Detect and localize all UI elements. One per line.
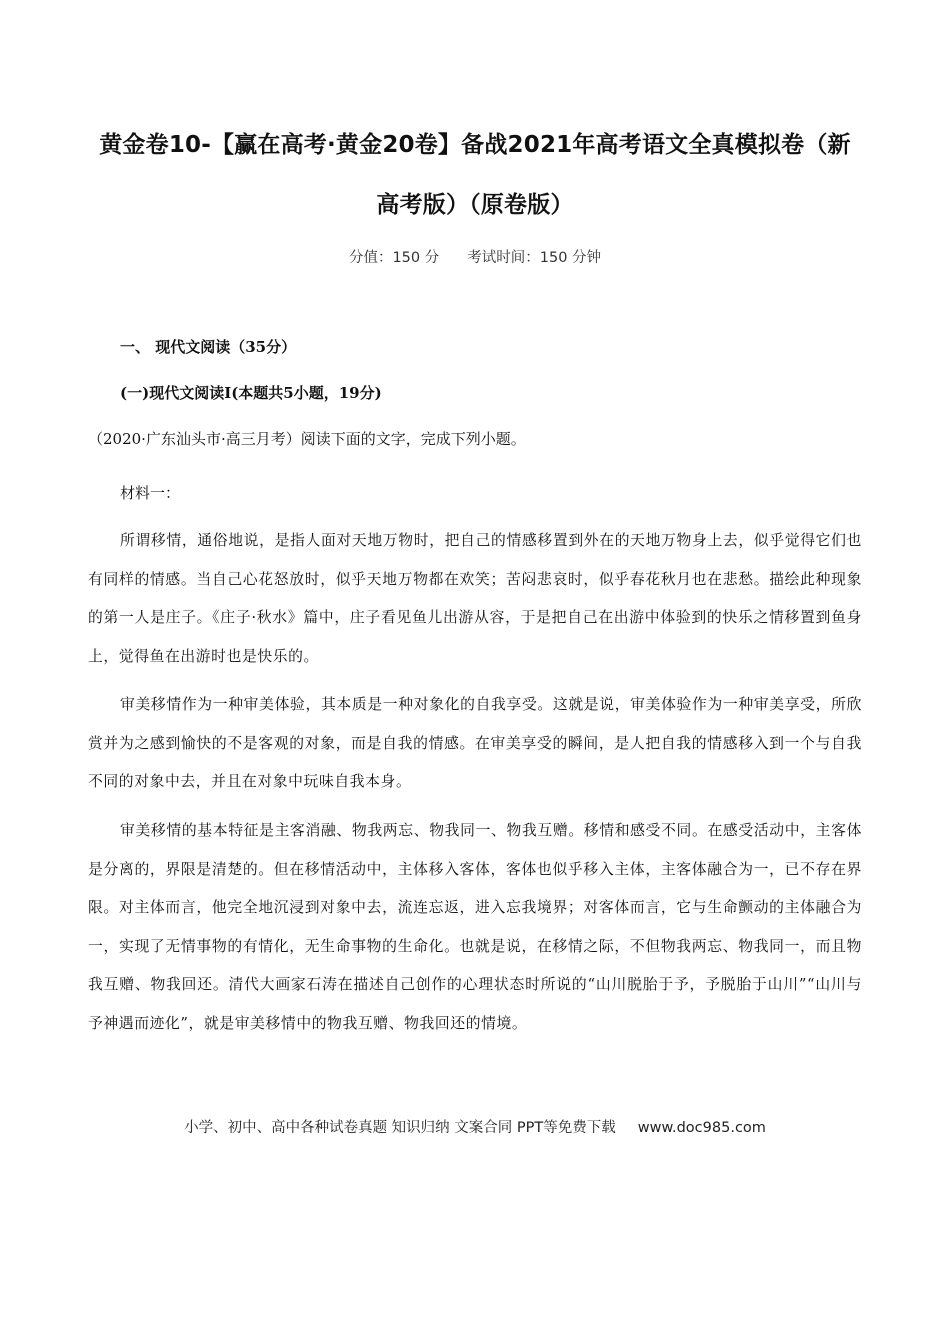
- footer-text: 小学、初中、高中各种试卷真题 知识归纳 文案合同 PPT等免费下载: [184, 1120, 616, 1136]
- paragraph-1: 所谓移情，通俗地说，是指人面对天地万物时，把自己的情感移置到外在的天地万物身上去，似乎觉得它们也有同样的情感。当自己心花怒放时，似乎天地万物都在欢笑；苦闷悲哀时，似乎春花秋月也在悲愁。描绘此种现象的第一人是庄子。《庄子·秋水》篇中，庄子看见鱼儿出游从容，于是把自己在出游中体验到的快乐之情移置到鱼身上，觉得鱼在出游时也是快乐的。: [88, 532, 862, 665]
- score-info: 分值：150 分: [348, 250, 440, 266]
- section-heading-modern-reading: 一、 现代文阅读（35分）: [120, 338, 297, 356]
- paragraph-3: 审美移情的基本特征是主客消融、物我两忘、物我同一、物我互赠。移情和感受不同。在感受活动中，主客体是分离的，界限是清楚的。但在移情活动中，主体移入客体，客体也似乎移入主体，主客体融合为一，已不存在界限。对主体而言，他完全地沉浸到对象中去，流连忘返，进入忘我境界；对客体而言，它与生命颤动的主体融合为一，实现了无情事物的有情化，无生命事物的生命化。也就是说，在移情之际，不但物我两忘、物我同一，而且物我互赠、物我回还。清代大画家石涛在描述自己创作的心理状态时所说的“山川脱胎于予，予脱胎于山川”“山川与予神遇而迹化”，就是审美移情中的物我互赠、物我回还的情境。: [88, 822, 862, 1032]
- footer-link[interactable]: www.doc985.com: [637, 1120, 766, 1136]
- paragraph-2: 审美移情作为一种审美体验，其本质是一种对象化的自我享受。这就是说，审美体验作为一种审美享受，所欣赏并为之感到愉快的不是客观的对象，而是自我的情感。在审美享受的瞬间，是人把自我的情感移入到一个与自我不同的对象中去，并且在对象中玩味自我本身。: [88, 696, 862, 790]
- material-label: 材料一：: [120, 484, 181, 502]
- subsection-heading-reading-1: (一)现代文阅读Ⅰ(本题共5小题，19分): [120, 384, 382, 402]
- time-info: 考试时间：150 分钟: [467, 250, 602, 266]
- document-title-line-1: 黄金卷10-【赢在高考·黄金20卷】备战2021年高考语文全真模拟卷（新: [99, 132, 851, 158]
- document-title-line-2: 高考版）（原卷版）: [376, 192, 574, 218]
- page-footer: [0, 1116, 950, 1137]
- source-note: （2020·广东汕头市·高三月考）阅读下面的文字，完成下列小题。: [88, 430, 526, 448]
- exam-meta: [0, 246, 950, 267]
